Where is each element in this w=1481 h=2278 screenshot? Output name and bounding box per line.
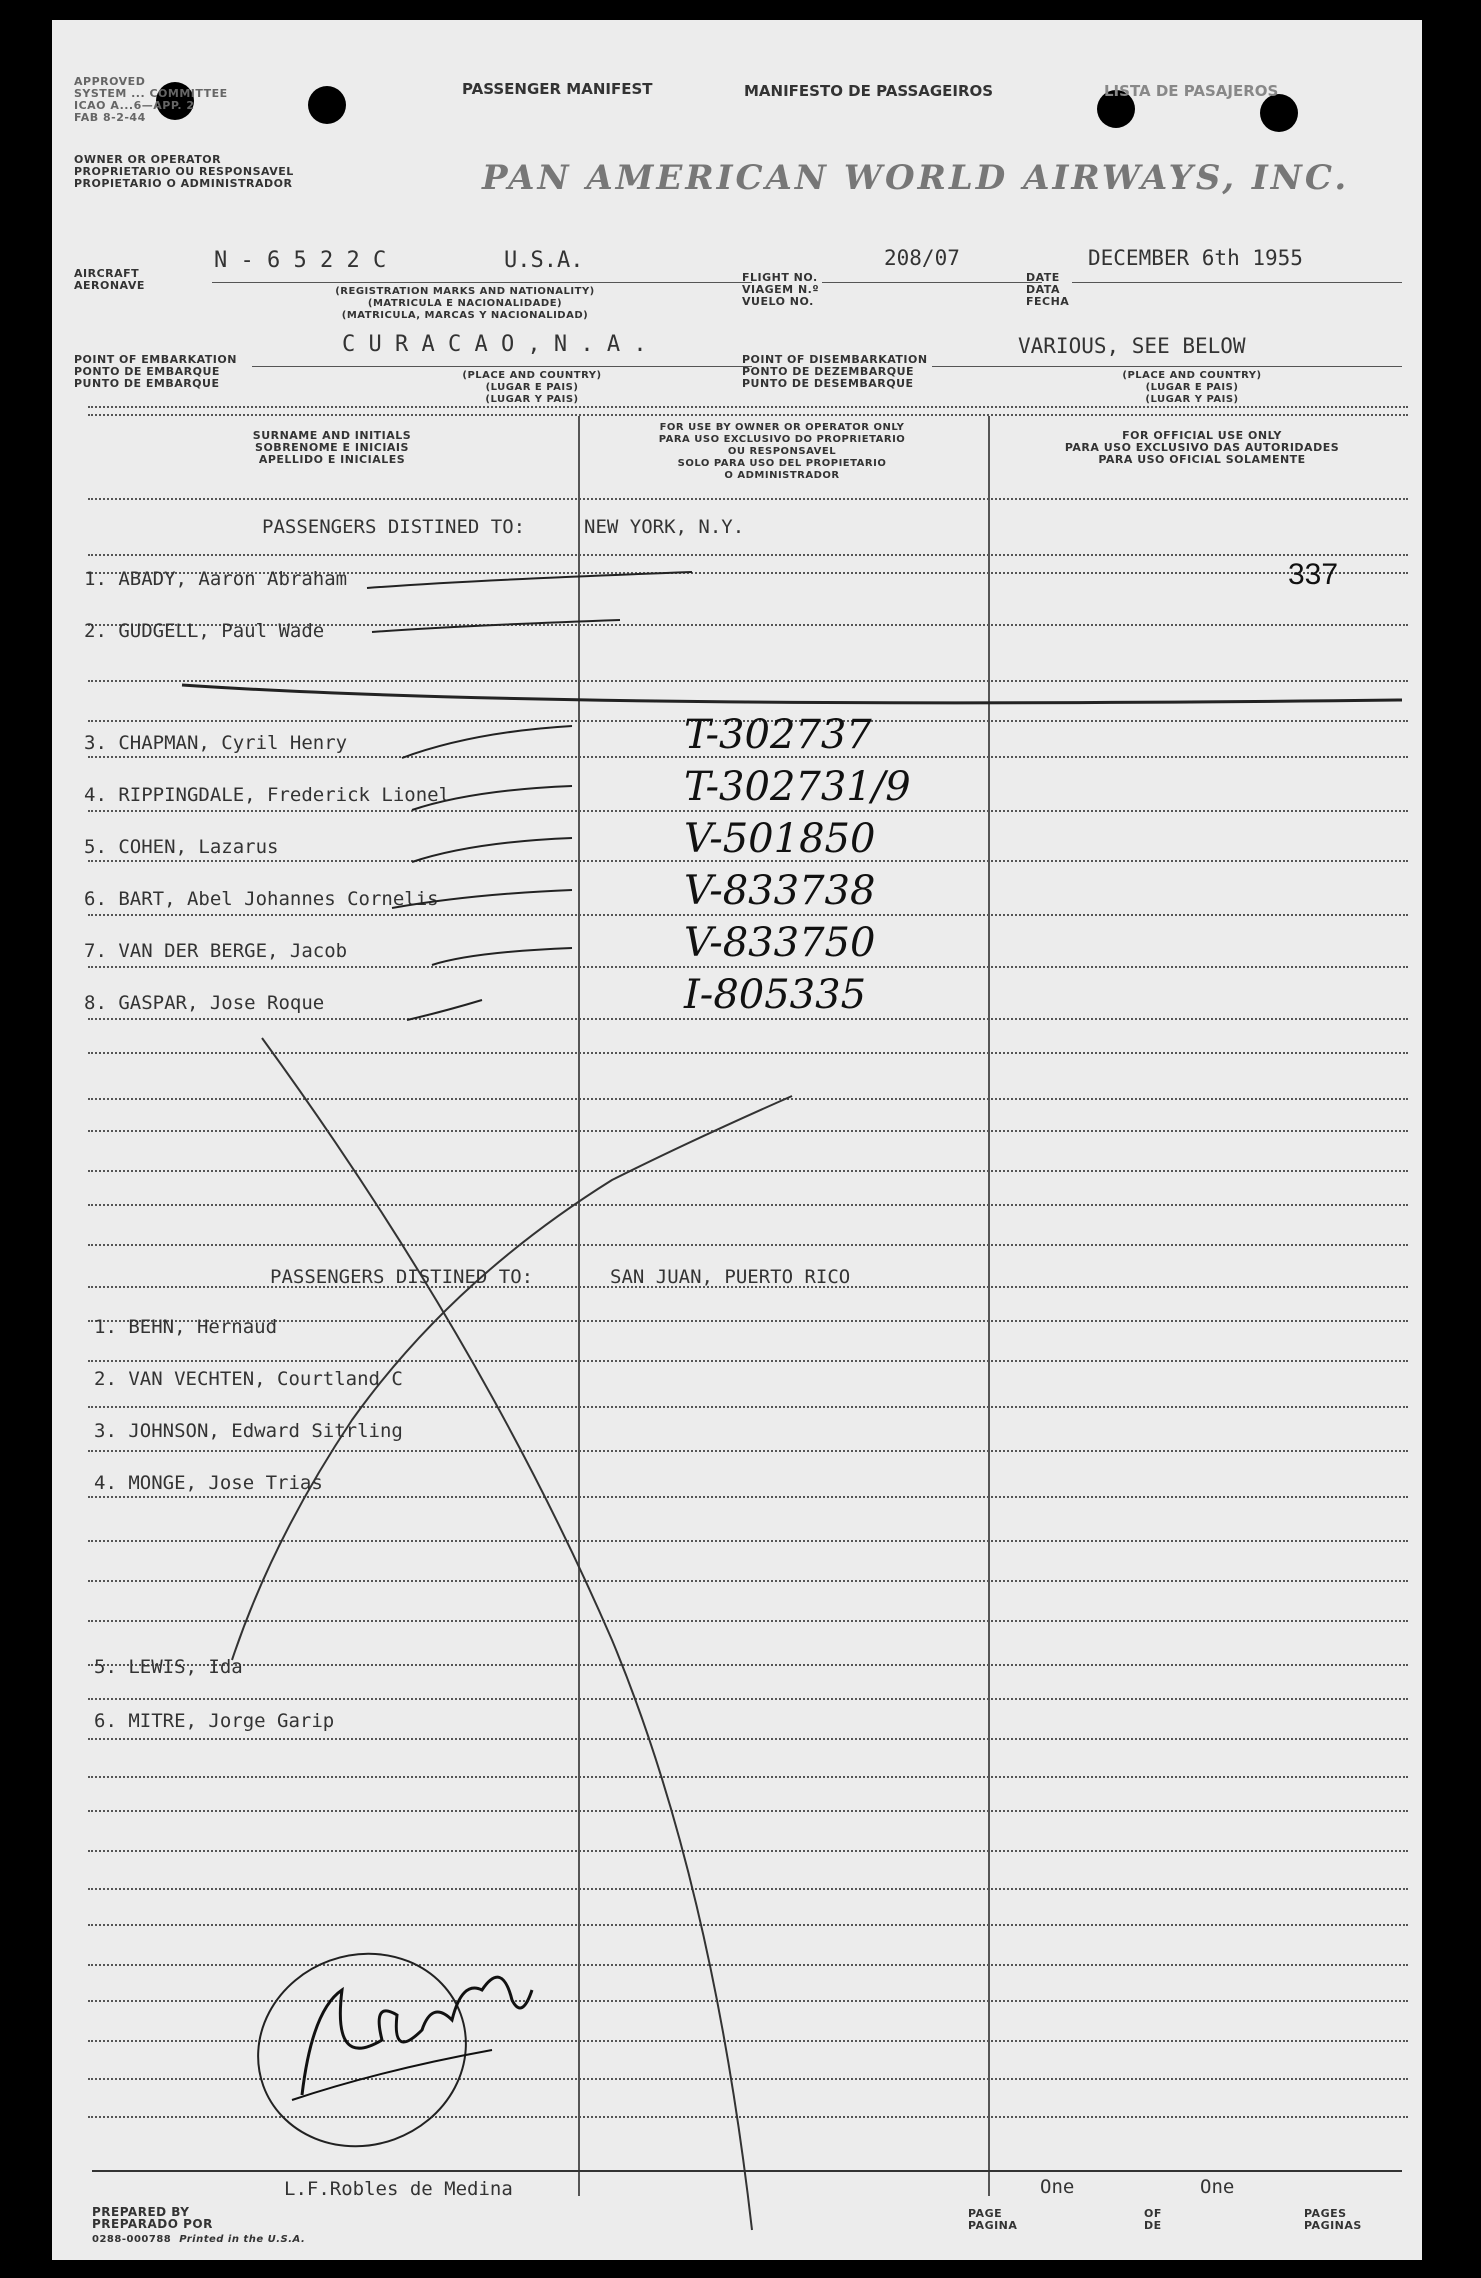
- ticket-mark: T-302737: [684, 712, 872, 758]
- title-en: PASSENGER MANIFEST: [462, 80, 653, 98]
- passenger-name: 6. BART, Abel Johannes Cornelis: [84, 888, 439, 910]
- sj-destination: SAN JUAN, PUERTO RICO: [610, 1266, 851, 1288]
- aircraft-label: AIRCRAFT AERONAVE: [74, 267, 145, 292]
- column-header-names: SURNAME AND INITIALS SOBRENOME E INICIAIS APELLIDO E INICIALES: [252, 429, 412, 466]
- date-label: DATE DATA FECHA: [1026, 271, 1070, 308]
- prepared-label: PREPARED BY PREPARADO POR: [92, 2205, 213, 2231]
- passenger-name: 7. VAN DER BERGE, Jacob: [84, 940, 348, 962]
- disembarkation-caption: (PLACE AND COUNTRY) (LUGAR E PAIS) (LUGAR Y PAIS): [1122, 370, 1262, 405]
- owner-label: OWNER OR OPERATOR PROPRIETARIO OU RESPONSAVEL PROPIETARIO O ADMINISTRADOR: [74, 153, 294, 190]
- preparer-underline: [92, 2170, 1402, 2172]
- ny-destination: NEW YORK, N.Y.: [584, 516, 745, 538]
- page-value: One: [1040, 2176, 1075, 2198]
- passenger-name: 6. MITRE, Jorge Garip: [94, 1710, 335, 1732]
- page-label: PAGE PAGINA: [968, 2207, 1018, 2232]
- disembarkation-label: POINT OF DISEMBARKATION PONTO DE DEZEMBARQUE PUNTO DE DESEMBARQUE: [742, 353, 928, 390]
- passenger-name: 3. CHAPMAN, Cyril Henry: [84, 732, 348, 754]
- form-code: 0288-000788 Printed in the U.S.A.: [92, 2234, 306, 2245]
- passenger-name: 1. ABADY, Aaron Abraham: [84, 568, 348, 590]
- airline-name: PAN AMERICAN WORLD AIRWAYS, INC.: [482, 158, 1350, 198]
- passenger-name: 5. COHEN, Lazarus: [84, 836, 279, 858]
- passenger-name: 4. RIPPINGDALE, Frederick Lionel: [84, 784, 451, 806]
- flight-no-label: FLIGHT NO. VIAGEM N.º VUELO NO.: [742, 271, 820, 308]
- column-header-official: FOR OFFICIAL USE ONLY PARA USO EXCLUSIVO DAS AUTORIDADES PARA USO OFICIAL SOLAMENTE: [1064, 429, 1340, 466]
- title-es: LISTA DE PASAJEROS: [1104, 82, 1279, 100]
- of-value: One: [1200, 2176, 1235, 2198]
- flight-no-value: 208/07: [884, 246, 960, 270]
- passenger-name: 3. JOHNSON, Edward Sitrling: [94, 1420, 403, 1442]
- passenger-name: 2. VAN VECHTEN, Courtland C: [94, 1368, 403, 1390]
- sj-heading: PASSENGERS DISTINED TO:: [270, 1266, 534, 1288]
- ticket-mark: V-501850: [684, 816, 876, 862]
- passenger-name: 5. LEWIS, Ida: [94, 1656, 243, 1678]
- pages-label: PAGES PAGINAS: [1304, 2207, 1362, 2232]
- ticket-mark: V-833738: [684, 868, 876, 914]
- passenger-name: 4. MONGE, Jose Trias: [94, 1472, 323, 1494]
- ticket-mark: V-833750: [684, 920, 876, 966]
- title-pt: MANIFESTO DE PASSAGEIROS: [744, 82, 994, 100]
- passenger-name: 2. GUDGELL, Paul Wade: [84, 620, 325, 642]
- of-label: OF DE: [1144, 2207, 1162, 2232]
- ny-page-number: 337: [1288, 558, 1339, 591]
- passenger-name: 1. BEHN, Hernaud: [94, 1316, 278, 1338]
- embarkation-label: POINT OF EMBARKATION PONTO DE EMBARQUE PUNTO DE EMBARQUE: [74, 353, 237, 390]
- column-header-operator: FOR USE BY OWNER OR OPERATOR ONLY PARA USO EXCLUSIVO DO PROPRIETARIO OU RESPONSAVEL SOLO PARA USO DEL PROPIETARIO O ADMINISTRADOR: [658, 422, 906, 481]
- approval-block: APPROVED SYSTEM ... COMMITTEE ICAO A...6—APP. 2 FAB 8-2-44: [74, 75, 228, 124]
- ticket-mark: I-805335: [684, 972, 867, 1018]
- preparer-name: L.F.Robles de Medina: [284, 2178, 513, 2200]
- nationality-value: U.S.A.: [504, 248, 584, 273]
- date-value: DECEMBER 6th 1955: [1088, 246, 1303, 270]
- passenger-name: 8. GASPAR, Jose Roque: [84, 992, 325, 1014]
- manifest-page: [52, 20, 1422, 2260]
- embarkation-value: C U R A C A O , N . A .: [342, 332, 647, 357]
- embarkation-caption: (PLACE AND COUNTRY) (LUGAR E PAIS) (LUGAR Y PAIS): [462, 370, 602, 405]
- disembarkation-value: VARIOUS, SEE BELOW: [1018, 334, 1246, 358]
- registration-caption: (REGISTRATION MARKS AND NATIONALITY) (MATRICULA E NACIONALIDADE) (MATRICULA, MARCAS Y NACIONALIDAD): [335, 286, 595, 321]
- signature: [232, 1920, 562, 2150]
- ticket-mark: T-302731/9: [684, 764, 911, 810]
- registration-value: N - 6 5 2 2 C: [214, 248, 387, 273]
- ny-heading: PASSENGERS DISTINED TO:: [262, 516, 526, 538]
